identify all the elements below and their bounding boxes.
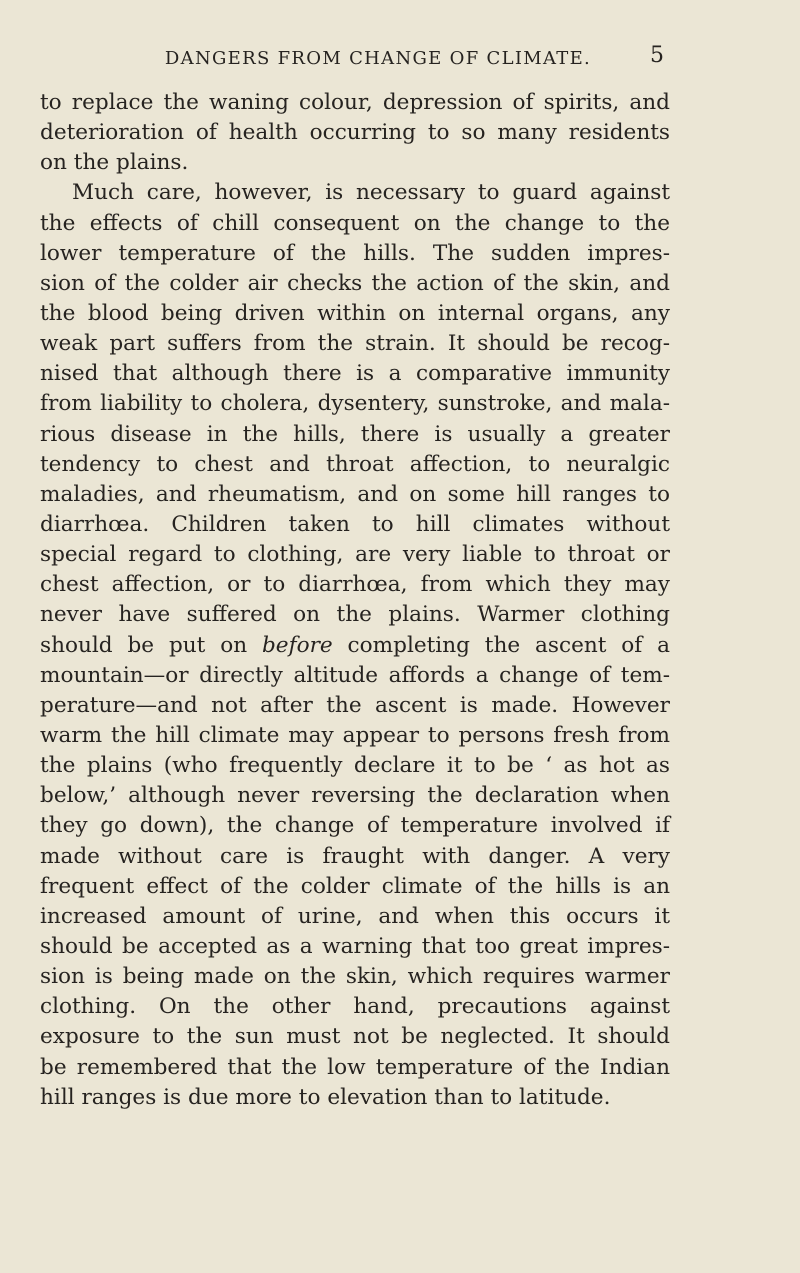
- text-line: weak part suffers from the strain. It should be recog-: [40, 331, 670, 357]
- text-line: perature—and not after the ascent is made. However: [40, 692, 670, 718]
- text-line: on the plains.: [40, 150, 189, 176]
- text-line: the blood being driven within on internal organs, any: [40, 300, 670, 326]
- body-text: [40, 88, 670, 1113]
- text-line: diarrhœa. Children taken to hill climates without: [40, 511, 670, 537]
- text-line: to replace the waning colour, depression of spirits, and: [40, 90, 670, 115]
- text-run: completing the ascent of a: [332, 632, 671, 658]
- text-line: lower temperature of the hills. The sudden impres-: [40, 240, 670, 266]
- text-line: never have suffered on the plains. Warmer clothing: [40, 602, 670, 628]
- text-line: from liability to cholera, dysentery, sunstroke, and mala-: [40, 391, 670, 417]
- text-line-with-italic: [40, 631, 670, 661]
- text-line: they go down), the change of temperature involved if: [40, 813, 670, 839]
- text-line: mountain—or directly altitude affords a change of tem-: [40, 662, 670, 688]
- text-line: clothing. On the other hand, precautions against: [40, 994, 670, 1020]
- text-line: be remembered that the low temperature of the Indian: [40, 1054, 670, 1080]
- text-line: maladies, and rheumatism, and on some hill ranges to: [40, 481, 670, 507]
- text-line: increased amount of urine, and when this occurs it: [40, 903, 670, 929]
- text-line: sion is being made on the skin, which requires warmer: [40, 964, 670, 990]
- running-head: DANGERS FROM CHANGE OF CLIMATE.: [164, 48, 592, 69]
- text-run: should be put on: [40, 632, 262, 658]
- text-line: sion of the colder air checks the action of the skin, and: [40, 270, 670, 296]
- italic-emphasis: before: [261, 632, 333, 658]
- text-line: made without care is fraught with danger. A very: [40, 843, 670, 869]
- text-line: hill ranges is due more to elevation than to latitude.: [40, 1084, 611, 1110]
- text-line: special regard to clothing, are very liable to throat or: [40, 542, 670, 568]
- text-line: should be accepted as a warning that too great impres-: [40, 933, 670, 959]
- text-line: deterioration of health occurring to so many residents: [40, 120, 670, 146]
- text-line: exposure to the sun must not be neglected. It should: [40, 1024, 670, 1050]
- text-line: below,’ although never reversing the declaration when: [40, 783, 670, 809]
- text-line: Much care, however, is necessary to guard against: [72, 180, 670, 206]
- text-line: frequent effect of the colder climate of the hills is an: [40, 873, 670, 899]
- text-line: the effects of chill consequent on the change to the: [40, 210, 670, 236]
- text-line: the plains (who frequently declare it to be ‘ as hot as: [40, 753, 670, 779]
- text-line: rious disease in the hills, there is usually a greater: [40, 421, 670, 447]
- text-line: warm the hill climate may appear to persons fresh from: [40, 722, 670, 748]
- text-line: tendency to chest and throat affection, to neuralgic: [40, 451, 670, 477]
- text-line: nised that although there is a comparative immunity: [40, 361, 670, 387]
- page-number: 5: [650, 43, 664, 68]
- text-line: chest affection, or to diarrhœa, from which they may: [40, 572, 670, 598]
